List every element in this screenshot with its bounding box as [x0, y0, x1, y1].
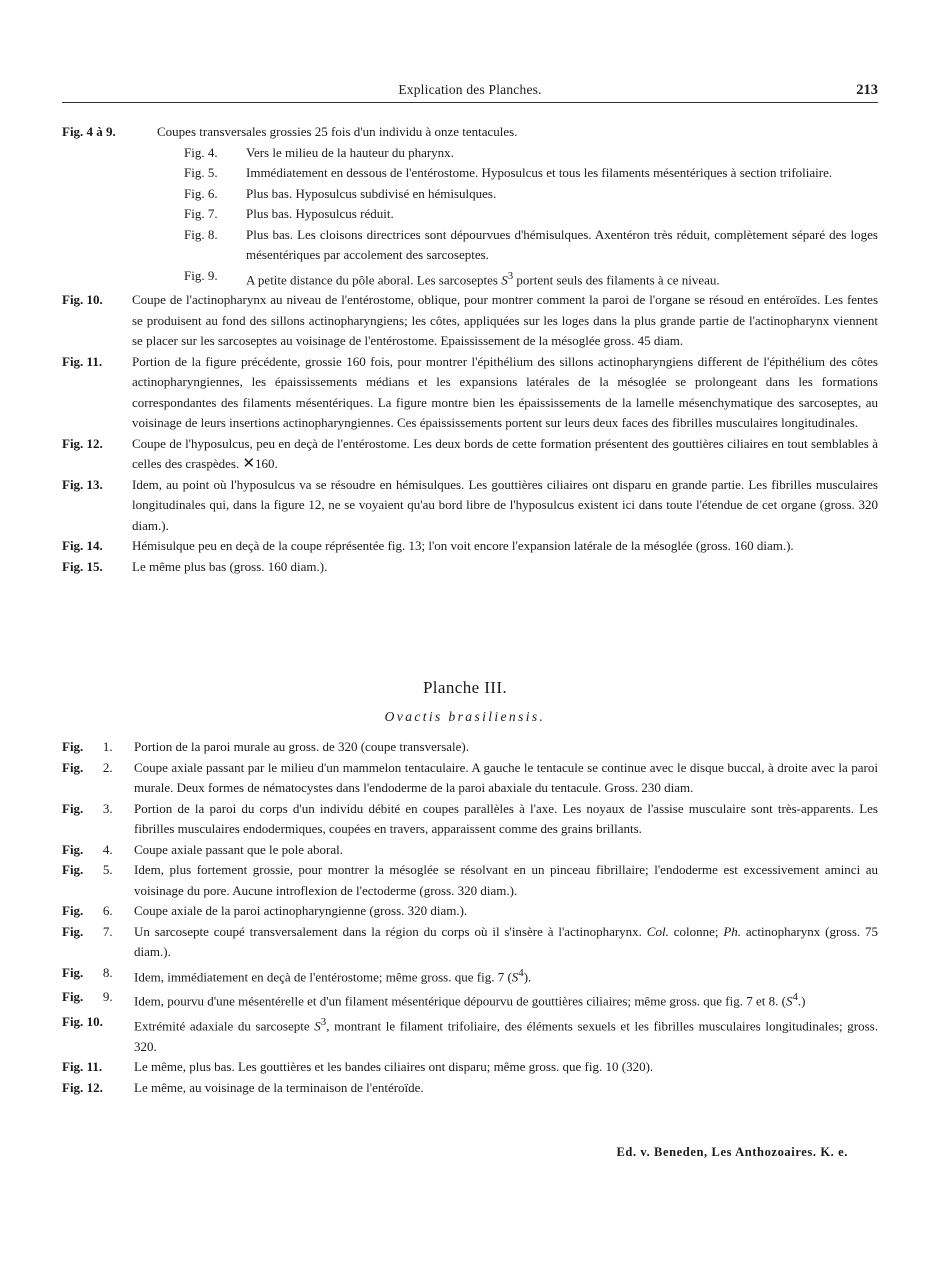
figure-word: Fig.: [62, 800, 84, 816]
legend-entry-fig-6: [62, 901, 878, 922]
legend-entry-fig-3: [62, 799, 878, 840]
caption-text: actinopharynx (gross. 75 diam.).: [134, 923, 879, 959]
legend-entry-fig-12: [62, 1078, 878, 1099]
figure-label: Fig. 4 à 9.: [62, 124, 116, 139]
legend-entry-fig-1: [62, 737, 878, 758]
figure-caption: Le même, plus bas. Les gouttières et les bandes ciliaires ont disparu; même gross. que fig. 10 (320).: [134, 1059, 654, 1075]
plate-title: Planche III.: [422, 678, 508, 697]
figure-number: 11.: [86, 1059, 103, 1075]
running-title: Explication des Planches.: [398, 82, 542, 97]
figure-word: Fig.: [62, 1014, 84, 1030]
figure-number: 3.: [102, 800, 113, 816]
figure-caption: [134, 1012, 878, 1057]
septum-index: 4: [792, 991, 798, 1004]
figure-label: [62, 737, 134, 758]
caption-text: A petite distance du pôle aboral. Les sarcoseptes: [246, 271, 502, 287]
caption-text: colonne;: [668, 923, 724, 939]
figure-number: 4.: [102, 841, 113, 857]
figure-label: Fig. 14.: [62, 538, 103, 554]
figure-caption: [134, 987, 878, 1012]
legend-subentry-fig-7: [184, 204, 878, 225]
legend-entry-fig-13: [62, 475, 878, 537]
figure-caption: [246, 266, 878, 291]
figure-label: Fig. 11.: [62, 353, 103, 369]
figure-caption: Portion de la paroi du corps d'un individu débité en coupes parallèles à l'axe. Les noyaux de l'assise musculaire sont très-apparents. Les fibrilles musculaires endodermiques, coupées en travers, apparaissent comme des grains brillants.: [134, 800, 878, 836]
septum-index: 3: [507, 269, 514, 282]
legend-entry-fig-11: [62, 1057, 878, 1078]
legend-entry-fig-7: [62, 922, 878, 963]
legend-entry-fig-4: [62, 840, 878, 861]
figure-caption: Coupe de l'actinopharynx au niveau de l'entérostome, oblique, pour montrer comment la paroi de l'organe se résoud en entéroïdes. Les fentes se produisent au fond des sillons actinopharyngiens; les côtes, appliquées sur les loges dans la plus grande partie de l'actinopharynx viennent se placer sur les sarcoseptes au voisinage de l'entérostome. Epaississement de la mésoglée gross. 45 diam.: [132, 292, 878, 349]
figure-caption: Portion de la paroi murale au gross. de 320 (coupe transversale).: [134, 739, 470, 754]
figure-word: Fig.: [62, 739, 84, 754]
figure-label: [62, 1057, 134, 1078]
figure-label: Fig. 7.: [184, 206, 218, 221]
author-signature: Ed. v. Beneden, Les Anthozoaires. K. e.: [616, 1145, 848, 1159]
legend-subentry-fig-5: [184, 163, 878, 184]
magnification-value: 160.: [255, 456, 278, 472]
figure-caption: Idem, au point où l'hyposulcus va se résoudre en hémisulques. Les gouttières ciliaires ont disparu en grande partie. Les fibrilles musculaires longitudinales qui, dans la figure 12, ne se voyaient qu'au bord libre de l'hyposulcus existent ici dans toute l'étendue de cet organe (gross. 320 diam.).: [132, 476, 878, 533]
figure-caption: Plus bas. Les cloisons directrices sont dépourvues d'hémisulques. Axentéron très réduit, complètement séparé des loges mésentériques par accolement des sarcoseptes.: [246, 226, 878, 262]
caption-text: Extrémité adaxiale du sarcosepte: [134, 1018, 315, 1034]
septum-symbol: S: [314, 1018, 321, 1034]
figure-caption: Le même plus bas (gross. 160 diam.).: [132, 558, 328, 574]
figure-word: Fig.: [62, 1079, 84, 1095]
figure-word: Fig.: [62, 759, 84, 775]
figure-label: [62, 901, 134, 922]
figure-label: [62, 860, 134, 881]
figure-word: Fig.: [62, 862, 84, 877]
figure-caption: Plus bas. Hyposulcus réduit.: [246, 206, 394, 221]
caption-text: portent seuls des filaments à ce niveau.: [513, 271, 720, 287]
figure-word: Fig.: [62, 1059, 84, 1075]
header-rule: [62, 102, 878, 103]
caption-text: ).: [523, 968, 532, 984]
species-name: Ovactis brasiliensis.: [384, 709, 546, 724]
figure-caption: Plus bas. Hyposulcus subdivisé en hémisulques.: [246, 185, 497, 201]
page-number: 213: [856, 82, 878, 98]
figure-label: [62, 799, 134, 820]
abbrev-ph: Ph.: [723, 923, 742, 939]
caption-text: Idem, immédiatement en deçà de l'entérostome; même gross. que fig. 7 (: [134, 968, 512, 984]
figure-label: Fig. 9.: [184, 267, 218, 283]
legend-subentry-fig-9: [184, 266, 878, 291]
figure-number: 2.: [102, 759, 113, 775]
legend-subentry-fig-4: [184, 143, 878, 164]
figure-label: [62, 922, 134, 943]
figure-label: Fig. 12.: [62, 435, 103, 451]
septum-symbol: S: [511, 968, 519, 984]
legend-entry-fig-5: [62, 860, 878, 901]
figure-number: 8.: [102, 964, 113, 980]
figure-caption: Vers le milieu de la hauteur du pharynx.: [246, 144, 454, 160]
legend-entry-fig-11: [62, 352, 878, 434]
figure-caption: Le même, au voisinage de la terminaison de l'entéroïde.: [134, 1079, 424, 1095]
figure-label: [62, 1012, 134, 1033]
figure-caption: Coupe axiale passant que le pole aboral.: [134, 841, 344, 857]
figure-label: [62, 1078, 134, 1099]
figure-word: Fig.: [62, 964, 84, 980]
plate-two-legend: [62, 122, 878, 577]
figure-number: 7.: [102, 923, 113, 939]
septum-index: 4: [518, 966, 524, 979]
caption-text: Idem, pourvu d'une mésentérelle et d'un filament mésentérique dépourvu de gouttières ciliaires; même gross. que fig. 7 et 8. (: [134, 993, 786, 1009]
figure-number: 9.: [102, 989, 113, 1005]
figure-caption: Immédiatement en dessous de l'entérostome. Hyposulcus et tous les filaments mésentériques à section trifoliaire.: [246, 165, 833, 180]
septum-symbol: S: [501, 271, 508, 287]
caption-text: Coupe de l'hyposulcus, peu en deçà de l'entérostome. Les deux bords de cette formation présentent des gouttières ciliaires en tout semblables à celles des craspèdes.: [132, 435, 878, 472]
figure-caption: Idem, plus fortement grossie, pour montrer la mésoglée se résolvant en un pinceau fibrillaire; l'endoderme est excessivement aminci au voisinage du pore. Aucune introflexion de l'ectoderme (gross. 320 diam.).: [134, 862, 878, 898]
figure-number: 5.: [102, 862, 113, 877]
figure-caption: [134, 963, 878, 988]
figure-label: Fig. 13.: [62, 476, 103, 492]
figure-label: [62, 987, 134, 1008]
figure-label: Fig. 15.: [62, 558, 103, 574]
figure-label: Fig. 5.: [184, 165, 218, 180]
figure-number: 6.: [102, 903, 113, 918]
figure-caption: Coupe axiale de la paroi actinopharyngienne (gross. 320 diam.).: [134, 903, 468, 918]
legend-entry-fig-9: [62, 987, 878, 1012]
legend-entry-fig-15: [62, 557, 878, 578]
magnification-sign: ✕: [242, 456, 256, 473]
figure-label: Fig. 6.: [184, 185, 218, 201]
caption-text: .): [797, 993, 806, 1009]
figure-word: Fig.: [62, 989, 84, 1005]
abbrev-col: Col.: [646, 923, 669, 939]
figure-number: 1.: [102, 739, 113, 754]
figure-number: 10.: [86, 1014, 103, 1030]
figure-word: Fig.: [62, 923, 84, 939]
figure-label: [62, 963, 134, 984]
figure-label: [62, 840, 134, 861]
figure-label: [62, 758, 134, 779]
figure-word: Fig.: [62, 903, 84, 918]
running-head: [62, 80, 878, 102]
figure-label: Fig. 4.: [184, 144, 218, 160]
figure-caption: Coupe axiale passant par le milieu d'un mammelon tentaculaire. A gauche le tentacule se continue avec le disque buccal, à droite avec la paroi murale. Deux formes de nématocystes dans l'endoderme de la paroi abaxiale du tentacule. Gross. 230 diam.: [134, 759, 878, 795]
legend-entry-fig-8: [62, 963, 878, 988]
septum-symbol: S: [785, 993, 793, 1009]
caption-text: Un sarcosepte coupé transversalement dans la région du corps où il s'insère à l'actinopharynx.: [134, 923, 647, 939]
septum-index: 3: [320, 1016, 327, 1029]
legend-entry-fig-12: [62, 434, 878, 475]
figure-caption: [134, 922, 878, 963]
figure-number: 12.: [86, 1079, 103, 1095]
figure-caption: Portion de la figure précédente, grossie 160 fois, pour montrer l'épithélium des sillons actinopharyngiens different de l'épithélium des côtes actinopharyngiennes, les épaississements médians et les expansions latérales de la mésoglée se prolongeant dans les formations correspondantes des filaments mésentériques. La figure montre bien les épaississements de la lamelle mésenchymatique des sarcoseptes, au voisinage de leurs insertions actinopharyngiennes. Ces épaississements portent sur leurs deux faces des fibrilles musculaires longitudinales.: [132, 353, 878, 431]
figure-caption: [132, 434, 878, 475]
legend-subentry-fig-8: [184, 225, 878, 266]
legend-entry-fig-14: [62, 536, 878, 557]
legend-subentry-fig-6: [184, 184, 878, 205]
caption-text: , montrant le filament trifoliaire, des éléments sexuels et les fibrilles musculaires longitudinales; gross. 320.: [134, 1018, 878, 1054]
legend-entry-fig-10: [62, 1012, 878, 1057]
figure-word: Fig.: [62, 841, 84, 857]
legend-entry-fig-10: [62, 290, 878, 352]
figure-label: Fig. 10.: [62, 292, 103, 308]
figure-caption: Coupes transversales grossies 25 fois d'un individu à onze tentacules.: [157, 124, 518, 139]
legend-entry-fig-4-9: [62, 122, 878, 143]
plate-three-legend: [62, 737, 878, 1098]
legend-entry-fig-2: [62, 758, 878, 799]
figure-caption: Hémisulque peu en deçà de la coupe réprésentée fig. 13; l'on voit encore l'expansion latérale de la mésoglée (gross. 160 diam.).: [132, 538, 794, 554]
figure-label: Fig. 8.: [184, 226, 218, 242]
